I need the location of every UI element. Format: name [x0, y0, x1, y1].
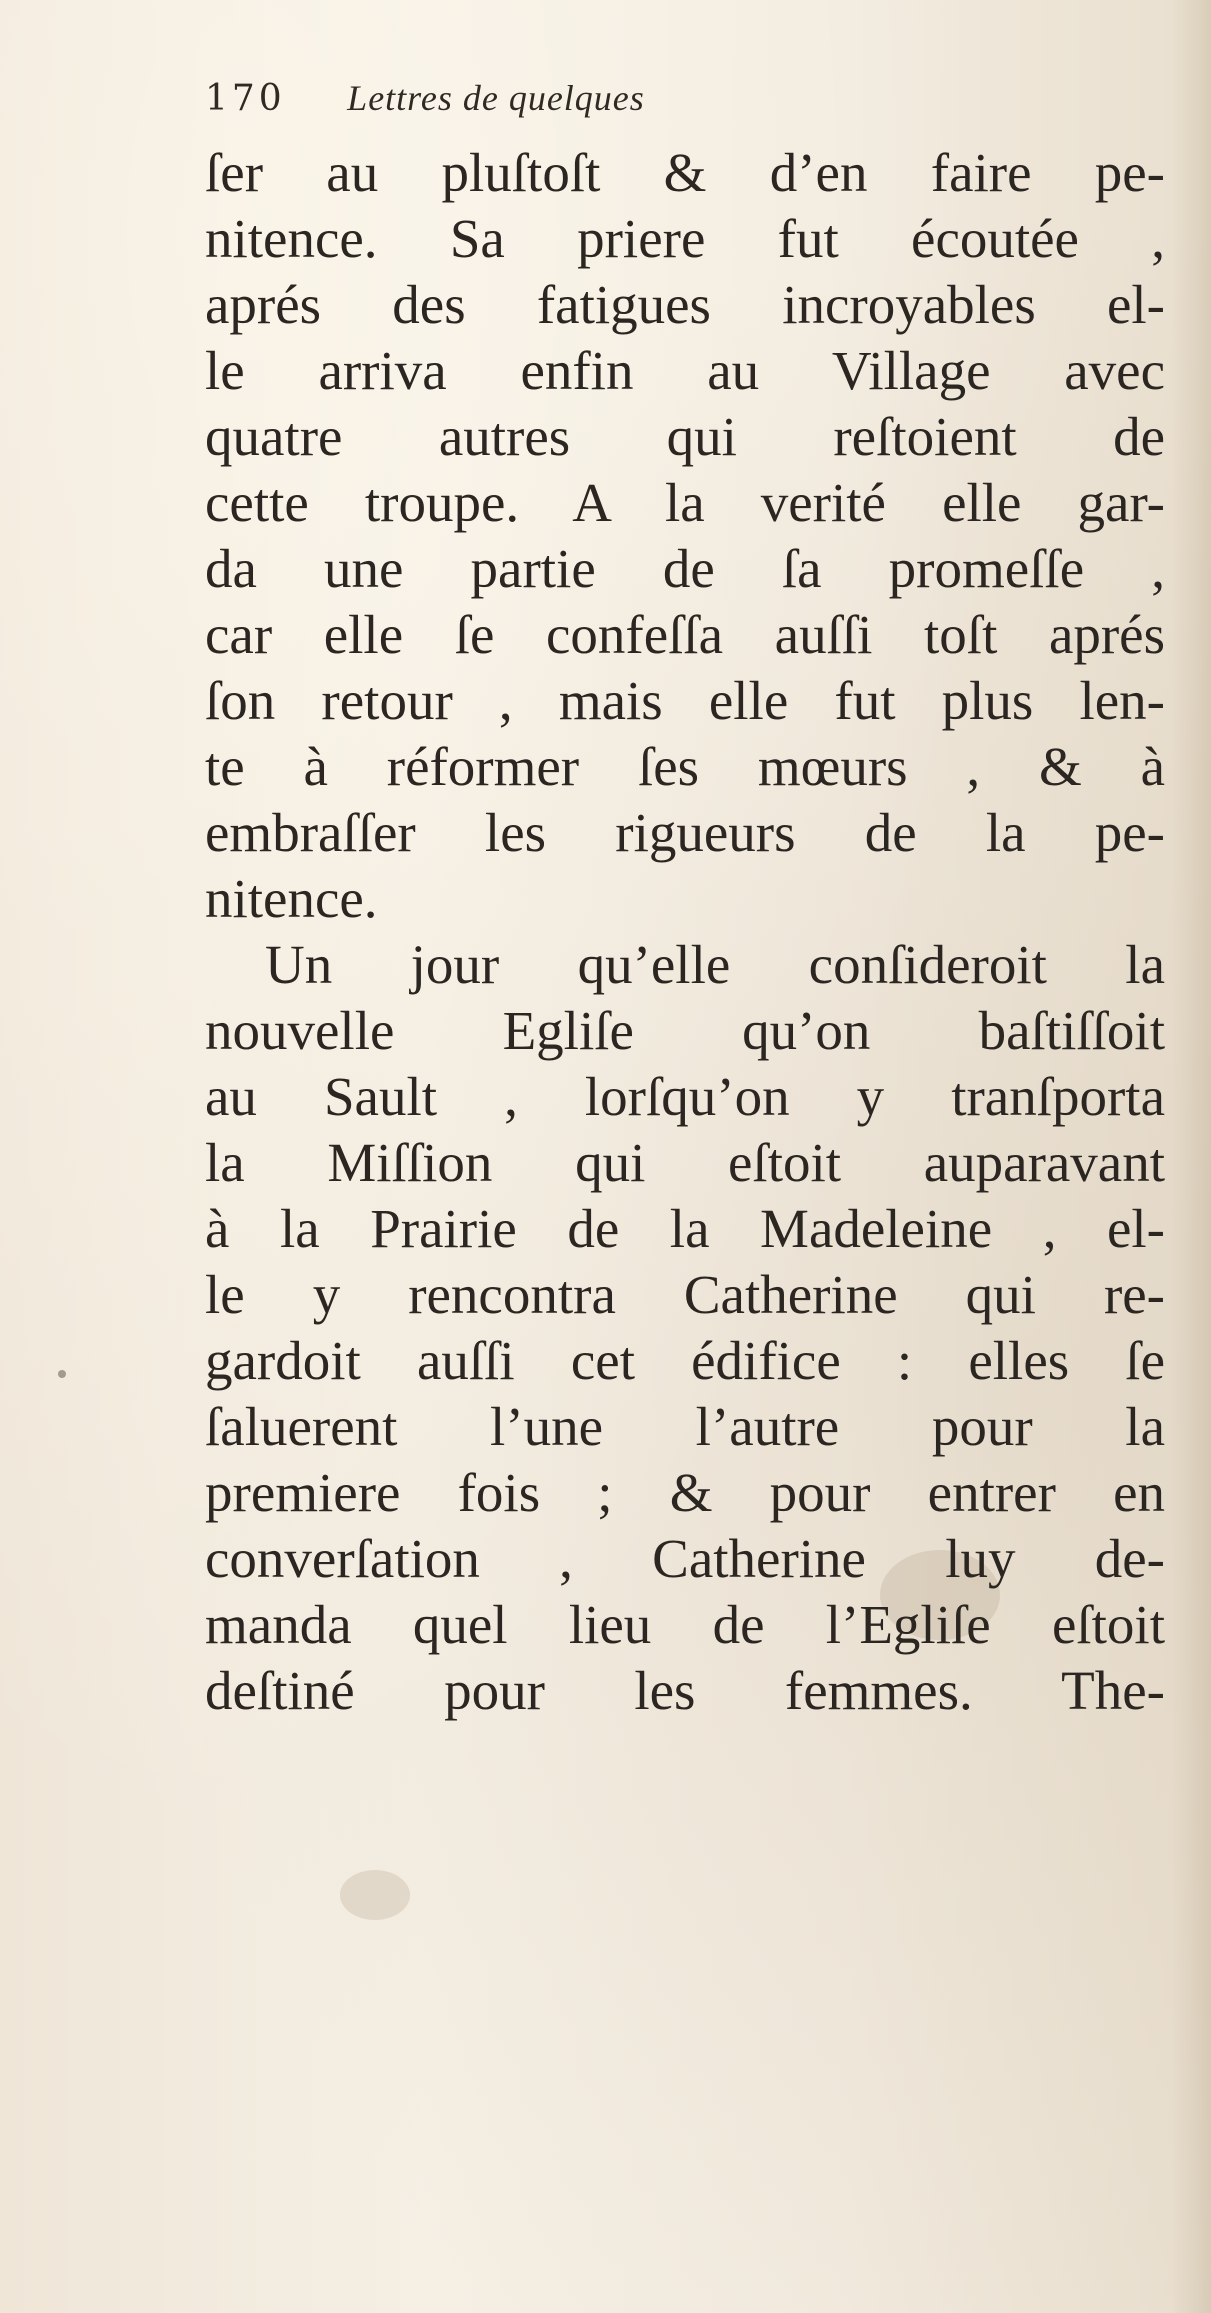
text-line: cette troupe. A la verité elle gar- [205, 472, 1165, 533]
page-header [205, 66, 1085, 130]
page-edge-shadow [1171, 0, 1211, 2313]
text-line: te à réformer ſes mœurs , & à [205, 736, 1165, 797]
text-line: nouvelle Egliſe qu’on baſtiſſoit [205, 1000, 1165, 1061]
text-line: nitence. Sa priere fut écoutée , [205, 208, 1165, 269]
running-head: Lettres de quelques [347, 78, 645, 118]
text-line-paragraph-start: Un jour qu’elle conſideroit la [265, 934, 1165, 995]
text-line: à la Prairie de la Madeleine , el- [205, 1198, 1165, 1259]
text-line: au Sault , lorſqu’on y tranſporta [205, 1066, 1165, 1127]
margin-ink-dot [58, 1370, 66, 1378]
text-line: manda quel lieu de l’Egliſe eſtoit [205, 1594, 1165, 1655]
text-line: aprés des fatigues incroyables el- [205, 274, 1165, 335]
text-line: quatre autres qui reſtoient de [205, 406, 1165, 467]
text-line: ſon retour , mais elle fut plus len- [205, 670, 1165, 731]
text-line: embraſſer les rigueurs de la pe- [205, 802, 1165, 863]
text-line: car elle ſe confeſſa auſſi toſt aprés [205, 604, 1165, 665]
text-line: da une partie de ſa promeſſe , [205, 538, 1165, 599]
text-line-paragraph-end: nitence. [205, 868, 378, 929]
text-line: ſer au pluſtoſt & d’en faire pe- [205, 142, 1165, 203]
text-line: le y rencontra Catherine qui re- [205, 1264, 1165, 1325]
page-number: 170 [205, 78, 286, 119]
text-line: converſation , Catherine luy de- [205, 1528, 1165, 1589]
text-line: la Miſſion qui eſtoit auparavant [205, 1132, 1165, 1193]
body-text [205, 140, 1165, 1724]
text-line: gardoit auſſi cet édifice : elles ſe [205, 1330, 1165, 1391]
text-line: ſaluerent l’une l’autre pour la [205, 1396, 1165, 1457]
text-line: le arriva enfin au Village avec [205, 340, 1165, 401]
paper-stain [340, 1870, 410, 1920]
text-line: deſtiné pour les femmes. The- [205, 1660, 1165, 1721]
text-line: premiere fois ; & pour entrer en [205, 1462, 1165, 1523]
